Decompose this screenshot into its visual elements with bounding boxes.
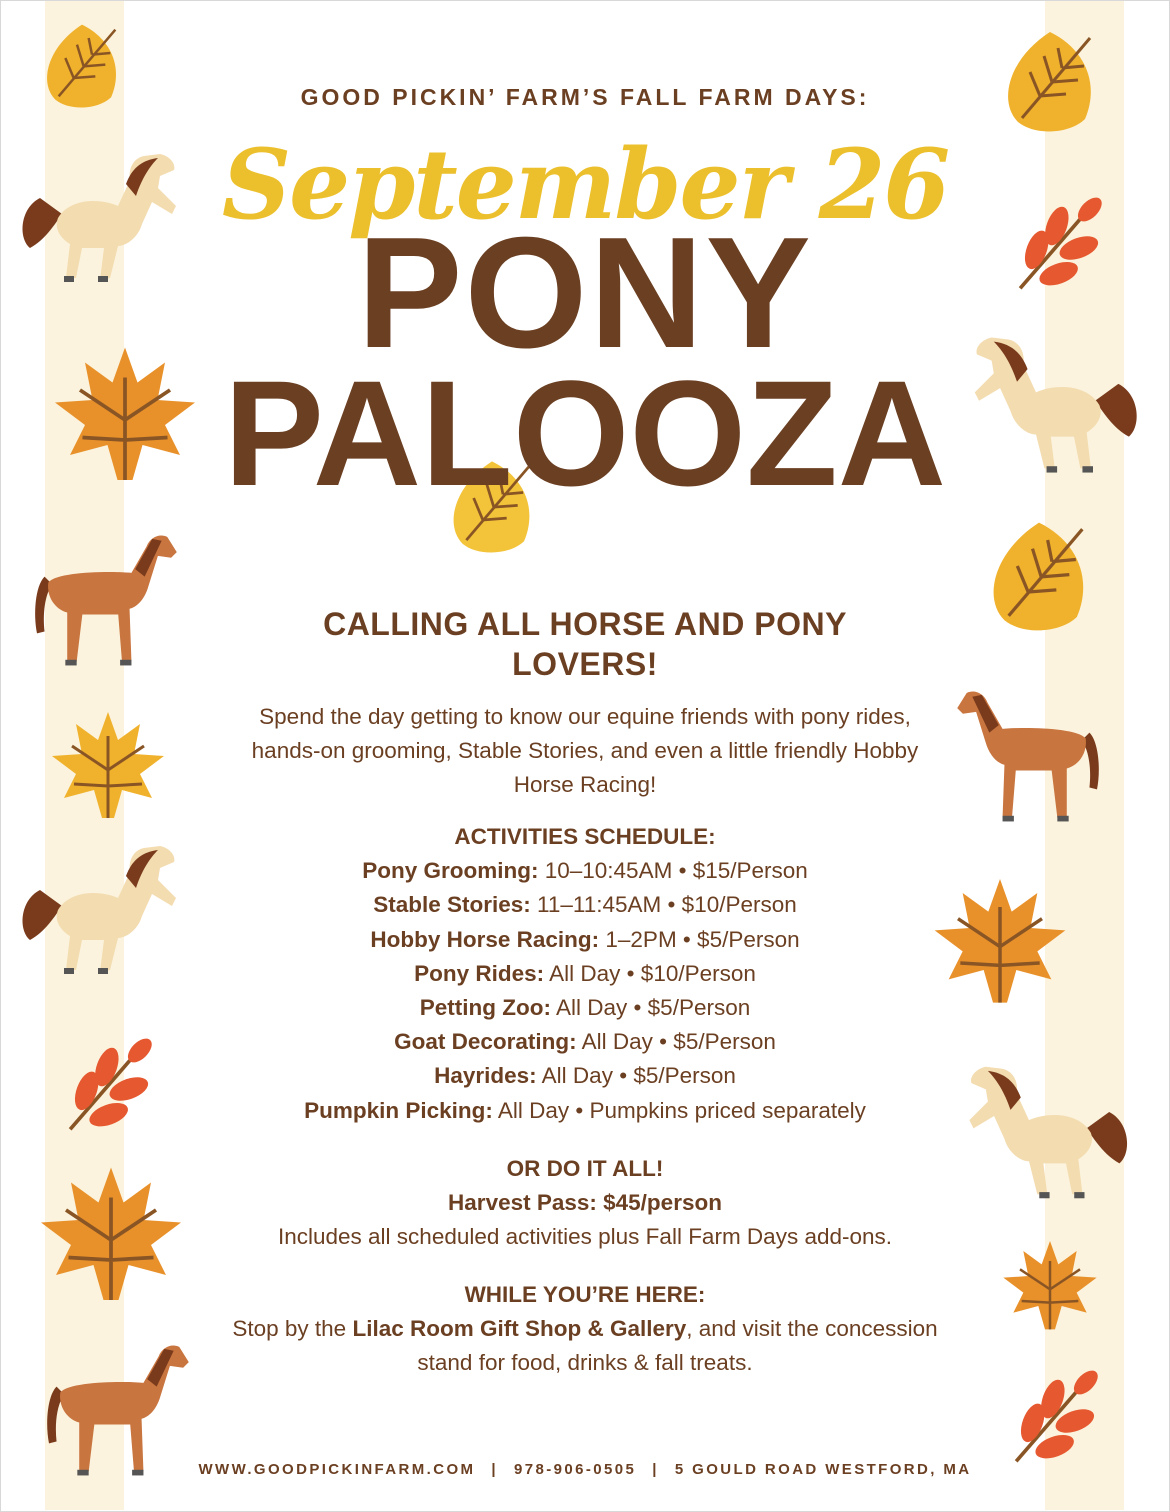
- intro-paragraph: Spend the day getting to know our equine friends with pony rides, hands-on grooming, Stable Stories, and even a little friendly Hobby Horse Racing!: [251, 704, 919, 797]
- extras-text-before: Stop by the: [232, 1316, 347, 1342]
- activity-detail: All Day • $5/Person: [556, 995, 751, 1021]
- harvest-pass-section: [190, 1152, 980, 1255]
- footer-separator: |: [652, 1461, 659, 1478]
- website-link[interactable]: WWW.GOODPICKINFARM.COM: [198, 1461, 476, 1478]
- headline: CALLING ALL HORSE AND PONY LOVERS!: [323, 606, 847, 682]
- fern-leaf-icon: [50, 1024, 160, 1154]
- activity-detail: 1–2PM • $5/Person: [605, 926, 800, 952]
- activity-name: Pony Grooming:: [362, 858, 539, 884]
- activity-name: Stable Stories:: [373, 892, 531, 918]
- schedule-row: [190, 1094, 980, 1128]
- pass-title: Harvest Pass: $45/person: [448, 1190, 722, 1216]
- schedule-row: [190, 1025, 980, 1059]
- footer-contact: [0, 1461, 1170, 1478]
- extras-text-after: , and visit the concession stand for food, drinks & fall treats.: [417, 1316, 938, 1376]
- activity-detail: All Day • $5/Person: [581, 1029, 776, 1055]
- standing-horse-icon: [20, 520, 190, 690]
- phone-number: 978-906-0505: [514, 1461, 637, 1478]
- activity-name: Hayrides:: [434, 1063, 537, 1089]
- oak-leaf-icon: [974, 514, 1104, 644]
- event-date: September 26: [221, 128, 949, 241]
- activity-name: Pumpkin Picking:: [304, 1097, 493, 1123]
- extras-heading: WHILE YOU’RE HERE:: [464, 1282, 706, 1307]
- activity-detail: All Day • $5/Person: [541, 1063, 736, 1089]
- title-pony: PONY: [357, 205, 813, 381]
- schedule-heading: ACTIVITIES SCHEDULE:: [454, 824, 716, 849]
- activity-name: Goat Decorating:: [394, 1029, 577, 1055]
- rearing-pony-icon: [955, 1040, 1140, 1225]
- activity-name: Pony Rides:: [414, 960, 545, 986]
- schedule-row: [190, 923, 980, 957]
- schedule-row: [190, 991, 980, 1025]
- pass-heading: OR DO IT ALL!: [506, 1156, 664, 1181]
- address: 5 GOULD ROAD WESTFORD, MA: [674, 1461, 972, 1478]
- maple-leaf-icon: [48, 706, 168, 826]
- title-palooza: PALOOZA: [223, 349, 947, 517]
- activity-detail: All Day • Pumpkins priced separately: [497, 1097, 866, 1123]
- footer-separator: |: [491, 1461, 499, 1478]
- pass-note: Includes all scheduled activities plus Fall Farm Days add-ons.: [277, 1224, 893, 1250]
- activity-name: Hobby Horse Racing:: [370, 926, 600, 952]
- activity-detail: All Day • $10/Person: [549, 960, 756, 986]
- schedule-row: [190, 1059, 980, 1093]
- schedule-row: [190, 957, 980, 991]
- activity-detail: 11–11:45AM • $10/Person: [537, 892, 797, 918]
- maple-leaf-icon: [1000, 1236, 1100, 1336]
- extras-section: [230, 1278, 940, 1381]
- event-series-label: GOOD PICKIN’ FARM’S FALL FARM DAYS:: [300, 84, 870, 110]
- maple-leaf-icon: [36, 1160, 186, 1310]
- activity-name: Petting Zoo:: [419, 995, 551, 1021]
- activity-detail: 10–10:45AM • $15/Person: [544, 858, 808, 884]
- gift-shop-name: Lilac Room Gift Shop & Gallery: [352, 1316, 687, 1342]
- schedule-row: [190, 854, 980, 888]
- rearing-pony-icon: [10, 820, 190, 1000]
- schedule-row: [190, 888, 980, 922]
- activities-schedule: [190, 820, 980, 1128]
